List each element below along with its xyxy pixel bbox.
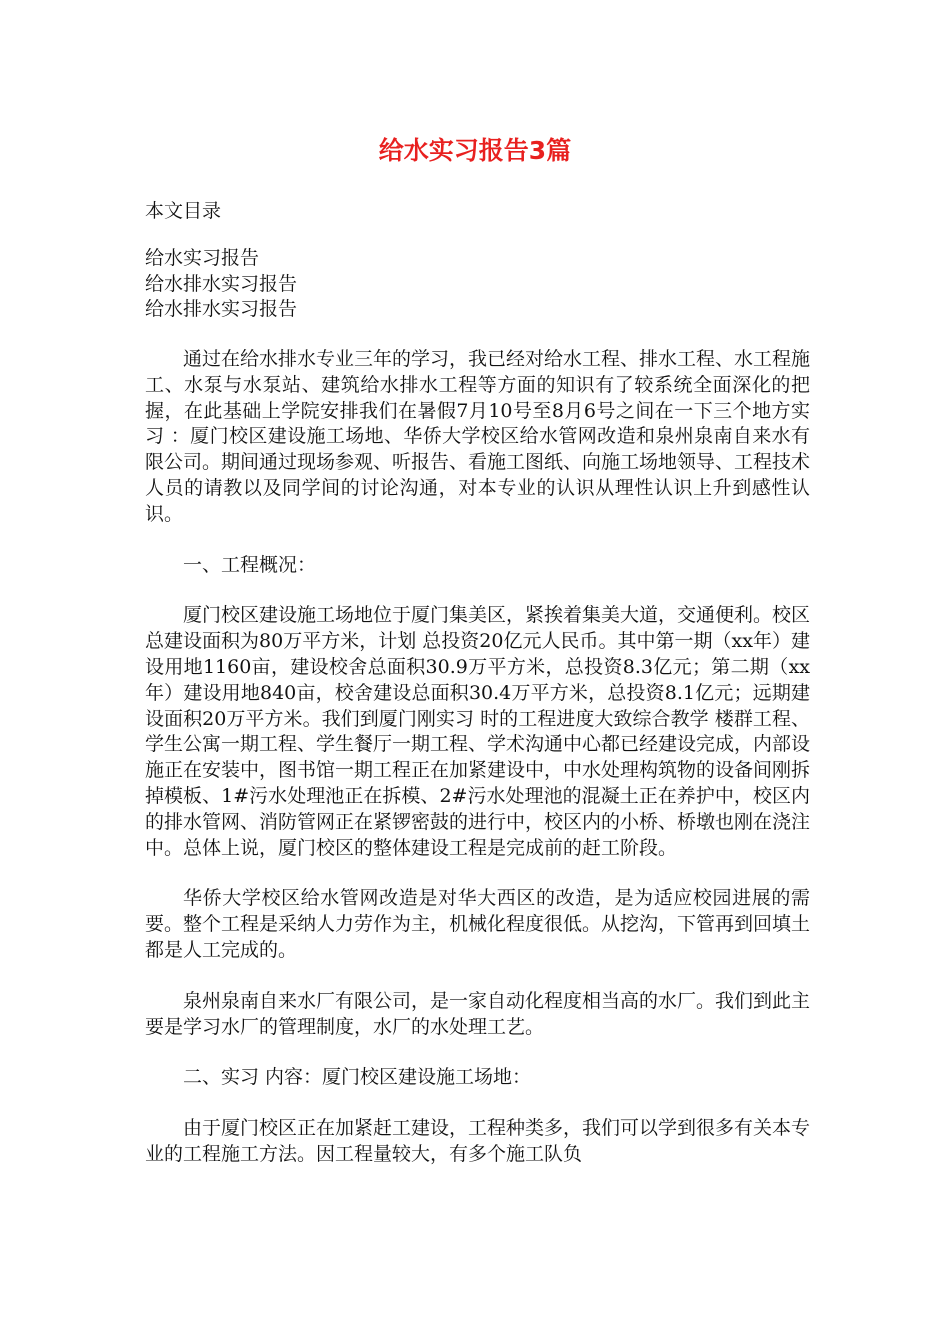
table-of-contents: [145, 246, 297, 323]
body-paragraph-construction: 由于厦门校区正在加紧赶工建设，工程种类多，我们可以学到很多有关本专业的工程施工方法。因工程量较大，有多个施工队负: [145, 1117, 811, 1165]
body-paragraph-quanzhou: 泉州泉南自来水厂有限公司，是一家自动化程度相当高的水厂。我们到此主要是学习水厂的管理制度，水厂的水处理工艺。: [145, 989, 811, 1038]
body-paragraph-huaqiao: 华侨大学校区给水管网改造是对华大西区的改造，是为适应校园进展的需要。整个工程是采纳人力劳作为主，机械化程度很低。从挖沟，下管再到回填土都是人工完成的。: [145, 887, 811, 961]
document-title: 给水实习报告3篇: [378, 136, 572, 165]
body-paragraph-intro: 通过在给水排水专业三年的学习，我已经对给水工程、排水工程、水工程施工、水泵与水泵站、建筑给水排水工程等方面的知识有了较系统全面深化的把握，在此基础上学院安排我们在暑假7月10号至8月6号之间在一下三个地方实习 ：厦门校区建设施工场地、华侨大学校区给水管网改造和泉州泉南自来水有限公司。期间通过现场参观、听报告、看施工图纸、向施工场地领导、工程技术人员的请教以及同学间的讨论沟通，对本专业的认识从理性认识上升到感性认识。: [145, 348, 811, 525]
toc-heading: 本文目录: [145, 200, 222, 222]
toc-item[interactable]: 给水排水实习报告: [145, 272, 298, 295]
toc-item[interactable]: 给水排水实习报告: [145, 298, 298, 320]
toc-item[interactable]: 给水实习报告: [145, 247, 260, 269]
document-body: [145, 347, 810, 1168]
body-paragraph-xiamen: 厦门校区建设施工场地位于厦门集美区，紧挨着集美大道，交通便利。校区总建设面积为80万平方米，计划 总投资20亿元人民币。其中第一期（xx年）建设用地1160亩，建设校舍总面积30.9万平方米，总投资8.3亿元；第二期（xx年）建设用地840亩，校舍建设总面积30.4万平方米，总投资8.1亿元；远期建设面积20万平方米。我们到厦门刚实习 时的工程进度大致综合教学 楼群工程、学生公寓一期工程、学生餐厅一期工程、学术沟通中心都已经建设完成，内部设施正在安装中，图书馆一期工程正在加紧建设中，中水处理构筑物的设备间刚拆掉模板、1#污水处理池正在拆模、2#污水处理池的混凝土正在养护中，校区内的排水管网、消防管网正在紧锣密鼓的进行中，校区内的小桥、桥墩也刚在浇注中。总体上说，厦门校区的整体建设工程是完成前的赶工阶段。: [145, 604, 811, 859]
section-heading-overview: 一、工程概况：: [183, 553, 317, 576]
section-heading-content: 二、实习 内容：厦门校区建设施工场地：: [183, 1066, 532, 1089]
